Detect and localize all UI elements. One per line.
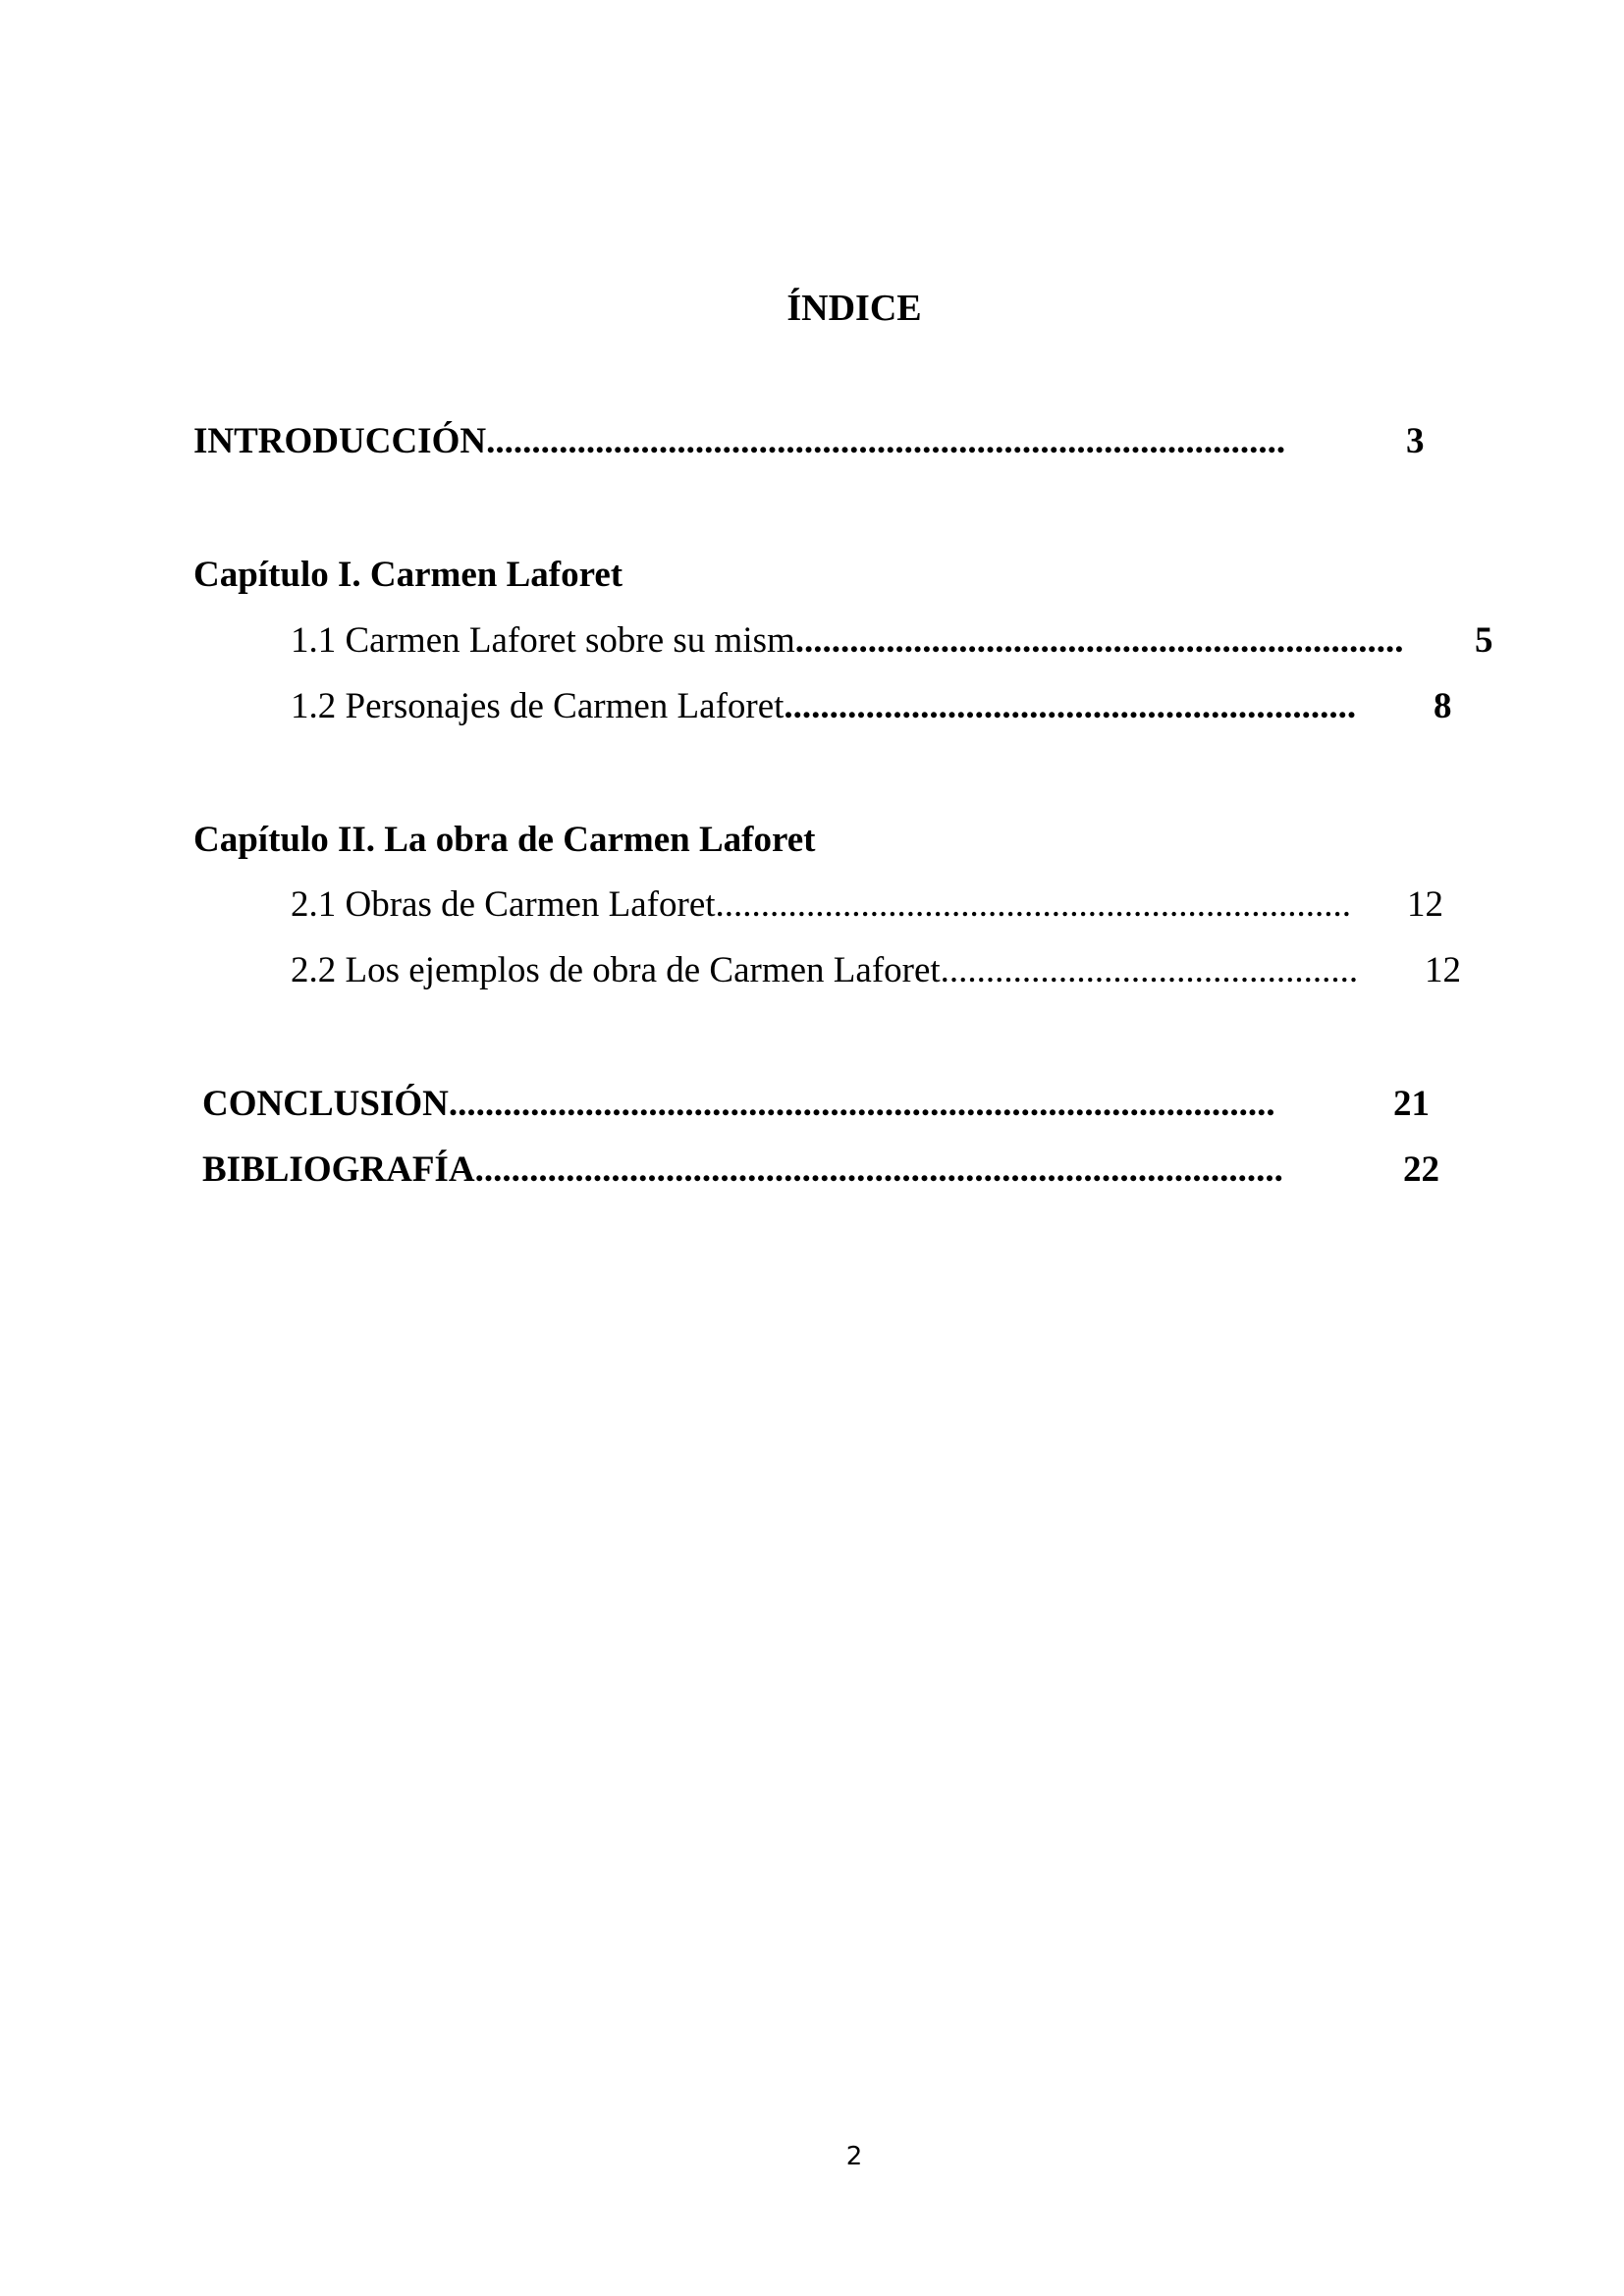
toc-leader-dots: ..............................................: [940, 950, 1359, 990]
toc-page-number: 3: [1406, 421, 1425, 461]
toc-entry-label: 1.2 Personajes de Carmen Laforet: [291, 686, 785, 726]
toc-page-number: 21: [1393, 1084, 1430, 1124]
toc-entry-label: BIBLIOGRAFÍA: [202, 1149, 475, 1190]
toc-leader-dots: ........................................................................................: [486, 421, 1286, 461]
toc-entry-2-2: [291, 945, 1358, 996]
toc-leader-dots: ...................................................................: [794, 620, 1404, 661]
toc-entry-label: 2.2 Los ejemplos de obra de Carmen Laforet: [291, 950, 941, 990]
page-title: ÍNDICE: [786, 288, 922, 329]
toc-page-number: 12: [1407, 884, 1443, 925]
toc-entry-label: 2.1 Obras de Carmen Laforet: [291, 884, 716, 925]
toc-entry-1-2: [291, 681, 1356, 732]
toc-entry-bibliografia: [202, 1145, 1283, 1196]
toc-entry-conclusion: [202, 1079, 1275, 1130]
toc-page-number: 12: [1425, 950, 1461, 990]
footer-page-number: 2: [845, 2142, 863, 2171]
chapter-heading-1: Capítulo I. Carmen Laforet: [193, 555, 623, 595]
toc-leader-dots: .........................................................................................: [474, 1149, 1283, 1190]
toc-entry-label: 1.1 Carmen Laforet sobre su mism: [291, 620, 795, 661]
chapter-heading-2: Capítulo II. La obra de Carmen Laforet: [193, 820, 816, 860]
toc-entry-1-1: [291, 615, 1404, 667]
toc-leader-dots: ......................................................................: [715, 884, 1352, 925]
toc-entry-label: INTRODUCCIÓN: [193, 421, 487, 461]
toc-page-number: 5: [1475, 620, 1493, 661]
toc-entry-introduccion: [193, 416, 1285, 467]
toc-entry-label: CONCLUSIÓN: [202, 1084, 449, 1124]
toc-leader-dots: ...........................................................................................: [448, 1084, 1275, 1124]
toc-entry-2-1: [291, 880, 1351, 931]
toc-page-number: 8: [1434, 686, 1452, 726]
toc-leader-dots: ...............................................................: [784, 686, 1357, 726]
toc-page-number: 22: [1403, 1149, 1439, 1190]
